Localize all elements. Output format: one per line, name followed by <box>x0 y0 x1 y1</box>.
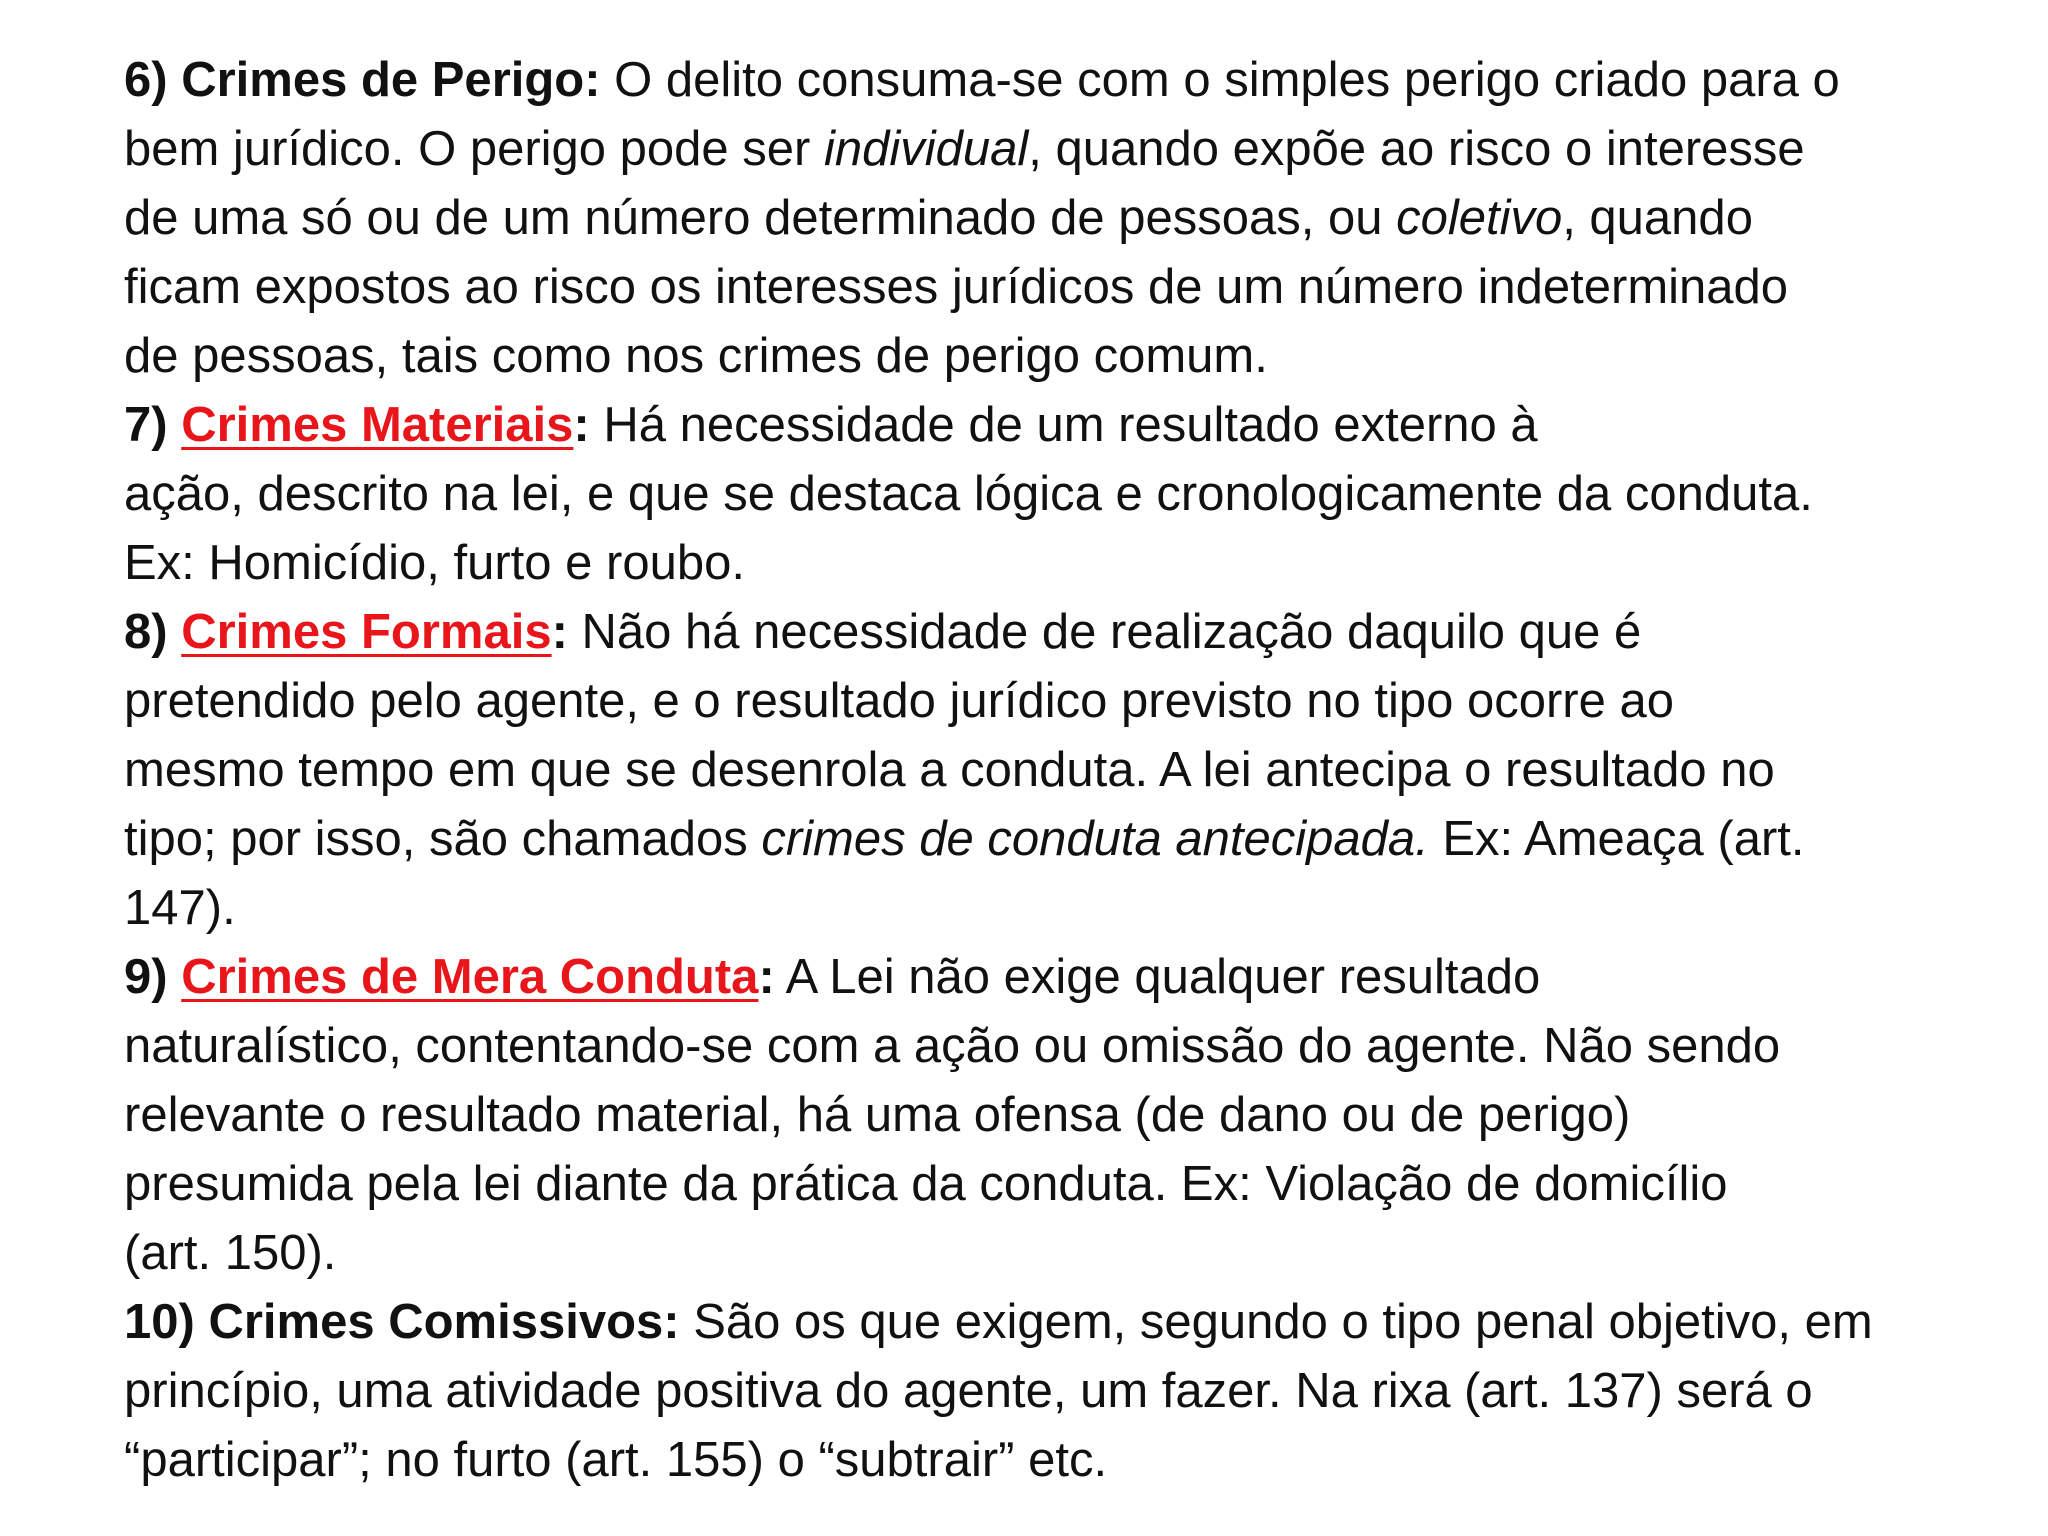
text-line <box>124 805 1954 874</box>
text-line <box>124 598 1954 667</box>
item-crimes-formais <box>124 598 1954 943</box>
text-line <box>124 391 1954 460</box>
text-segment: A Lei não exige qualquer resultado <box>774 950 1541 1004</box>
italic-term: individual <box>823 122 1029 176</box>
text-line <box>124 1288 1954 1357</box>
text-segment: bem jurídico. O perigo pode ser <box>124 122 824 176</box>
text-line: ficam expostos ao risco os interesses jurídicos de um número indeterminado <box>124 260 1789 314</box>
item-colon: : <box>551 605 568 659</box>
item-number: 9) <box>124 950 168 1004</box>
text-line: presumida pela lei diante da prática da conduta. Ex: Violação de domicílio <box>124 1157 1728 1211</box>
text-segment: O delito consuma-se com o simples perigo criado para o <box>600 53 1840 107</box>
text-line: mesmo tempo em que se desenrola a conduta. A lei antecipa o resultado no <box>124 743 1775 797</box>
item-number: 7) <box>124 398 168 452</box>
item-colon: : <box>573 398 590 452</box>
text-line: (art. 150). <box>124 1226 337 1280</box>
item-colon: : <box>584 53 601 107</box>
text-line: “participar”; no furto (art. 155) o “subtrair” etc. <box>124 1433 1108 1487</box>
item-term-highlighted: Crimes de Mera Conduta <box>181 950 759 1004</box>
text-segment: , quando expõe ao risco o interesse <box>1028 122 1805 176</box>
text-line: Ex: Homicídio, furto e roubo. <box>124 536 745 590</box>
item-term: Crimes de Perigo <box>181 53 585 107</box>
item-term: Crimes Comissivos: <box>208 1295 680 1349</box>
text-line: naturalístico, contentando-se com a ação ou omissão do agente. Não sendo <box>124 1019 1781 1073</box>
text-segment: Não há necessidade de realização daquilo que é <box>567 605 1642 659</box>
text-segment: de uma só ou de um número determinado de pessoas, ou <box>124 191 1397 245</box>
item-crimes-comissivos <box>124 1288 1954 1495</box>
text-line <box>124 46 1954 115</box>
text-segment: , quando <box>1562 191 1753 245</box>
text-line: ação, descrito na lei, e que se destaca lógica e cronologicamente da conduta. <box>124 467 1813 521</box>
text-segment: Ex: Ameaça (art. <box>1428 812 1805 866</box>
text-line: pretendido pelo agente, e o resultado jurídico previsto no tipo ocorre ao <box>124 674 1674 728</box>
item-term-highlighted: Crimes Formais <box>181 605 552 659</box>
text-line: de pessoas, tais como nos crimes de perigo comum. <box>124 329 1268 383</box>
item-colon: : <box>758 950 775 1004</box>
item-term-highlighted: Crimes Materiais <box>181 398 574 452</box>
text-line <box>124 943 1954 1012</box>
text-segment: São os que exigem, segundo o tipo penal objetivo, em <box>679 1295 1873 1349</box>
text-line: relevante o resultado material, há uma ofensa (de dano ou de perigo) <box>124 1088 1631 1142</box>
text-line: princípio, uma atividade positiva do agente, um fazer. Na rixa (art. 137) será o <box>124 1364 1813 1418</box>
item-crimes-de-mera-conduta <box>124 943 1954 1288</box>
text-segment: tipo; por isso, são chamados <box>124 812 762 866</box>
item-number: 8) <box>124 605 168 659</box>
item-crimes-materiais <box>124 391 1954 598</box>
text-segment: Há necessidade de um resultado externo à <box>589 398 1538 452</box>
italic-term: coletivo <box>1396 191 1563 245</box>
text-line <box>124 115 1954 184</box>
item-number: 6) <box>124 53 168 107</box>
slide-text-body <box>124 46 1954 1495</box>
item-number: 10) <box>124 1295 195 1349</box>
text-line: 147). <box>124 881 236 935</box>
italic-term: crimes de conduta antecipada. <box>761 812 1429 866</box>
text-line <box>124 184 1954 253</box>
item-crimes-de-perigo <box>124 46 1954 391</box>
